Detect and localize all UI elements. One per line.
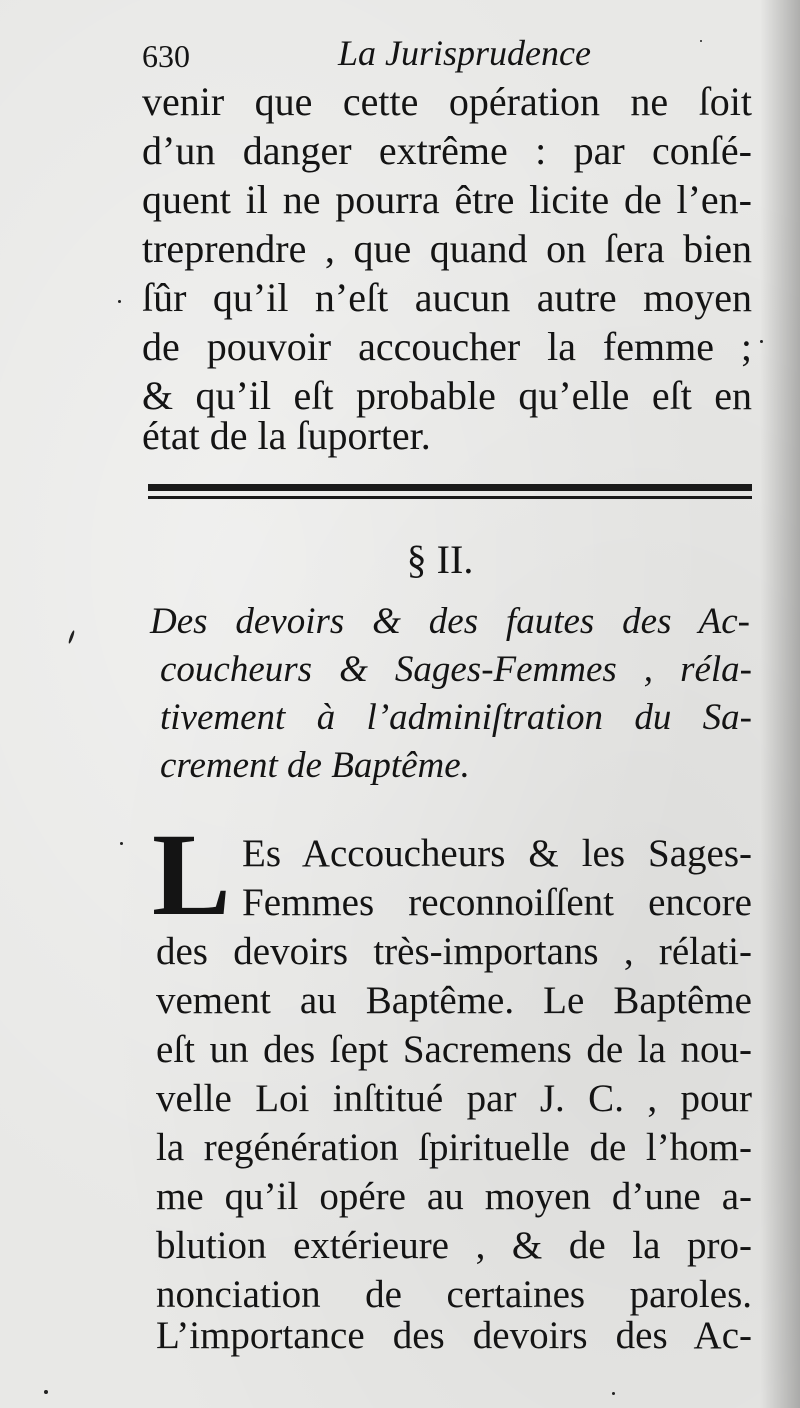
- running-title: La Jurisprudence: [338, 33, 591, 73]
- page-number: 630: [142, 38, 190, 74]
- text-line: L’importance des devoirs des Ac-: [156, 1314, 752, 1357]
- text-line: de pouvoir accoucher la femme ;: [142, 324, 752, 369]
- text-line: vement au Baptême. Le Baptême: [156, 979, 752, 1022]
- section-divider-thin: [148, 496, 752, 499]
- text-line: état de la ſuporter.: [142, 413, 431, 458]
- text-line: Femmes reconnoiſſent encore: [242, 881, 752, 924]
- text-line: Es Accoucheurs & les Sages-: [242, 832, 752, 875]
- text-line: velle Loi inſtitué par J. C. , pour: [156, 1077, 752, 1120]
- text-line: des devoirs très-importans , rélati-: [156, 930, 752, 973]
- heading-line: tivement à l’adminiſtration du Sa-: [160, 697, 752, 738]
- text-line: me qu’il opére au moyen d’une a-: [156, 1175, 752, 1218]
- heading-line: Des devoirs & des fautes des Ac-: [150, 601, 750, 642]
- drop-cap: L: [152, 809, 231, 940]
- text-line: nonciation de certaines paroles.: [156, 1273, 752, 1316]
- text-line: blution extérieure , & de la pro-: [156, 1224, 752, 1267]
- section-divider-thick: [148, 484, 752, 491]
- text-line: eſt un des ſept Sacremens de la nou-: [156, 1028, 752, 1071]
- section-number: § II.: [406, 537, 474, 582]
- heading-line: crement de Baptême.: [160, 745, 470, 786]
- text-line: ſûr qu’il n’eſt aucun autre moyen: [142, 275, 752, 320]
- text-line: treprendre , que quand on ſera bien: [142, 226, 752, 271]
- page-edge-shadow: [760, 0, 800, 1408]
- text-line: d’un danger extrême : par conſé-: [142, 128, 752, 173]
- heading-line: coucheurs & Sages-Femmes , réla-: [160, 649, 752, 690]
- text-line: venir que cette opération ne ſoit: [142, 79, 752, 124]
- text-line: & qu’il eſt probable qu’elle eſt en: [142, 373, 752, 418]
- text-line: la regénération ſpirituelle de l’hom-: [156, 1126, 752, 1169]
- text-line: quent il ne pourra être licite de l’en-: [142, 177, 752, 222]
- page-header: [142, 30, 752, 84]
